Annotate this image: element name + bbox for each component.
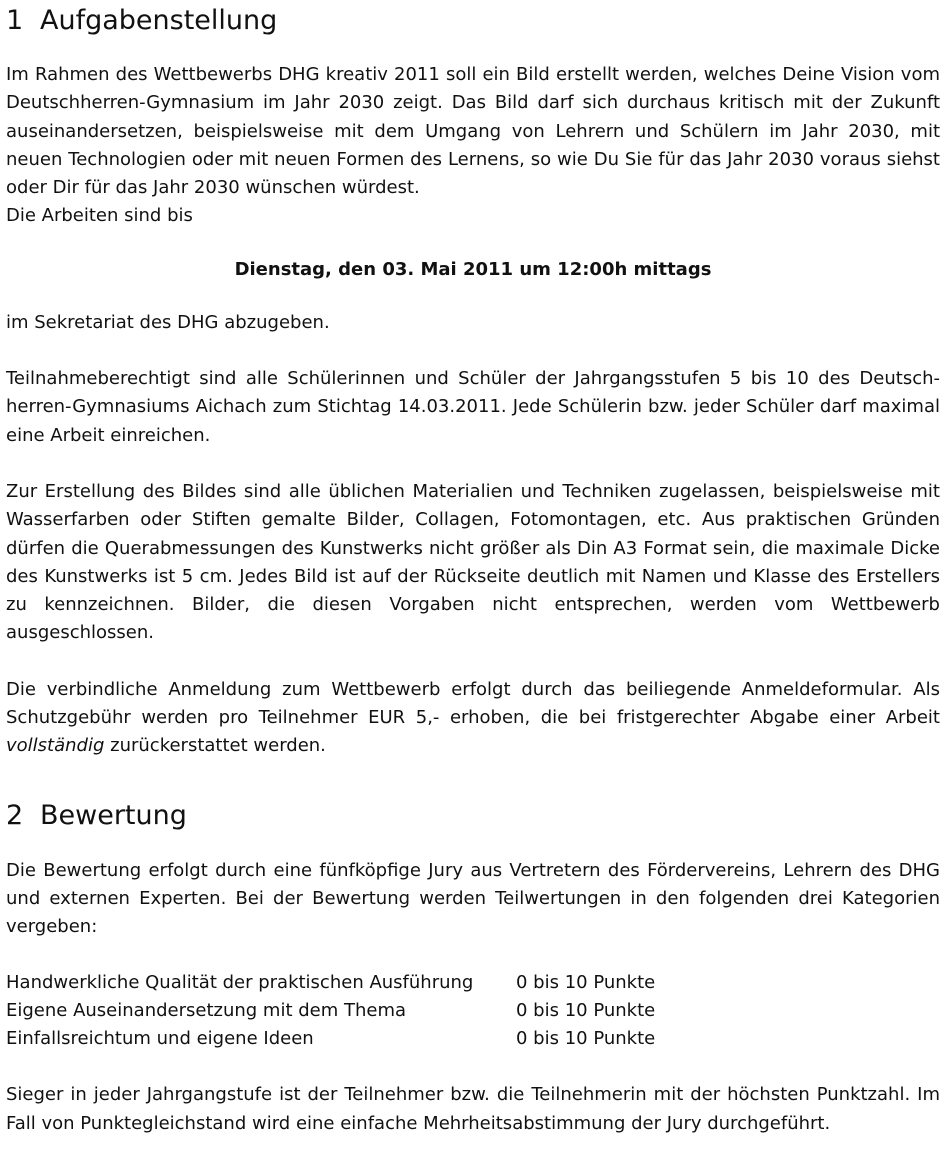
- criteria-row: [6, 969, 655, 997]
- registration-text-end: zurückerstattet werden.: [110, 735, 326, 757]
- registration-emphasis: vollständig: [6, 735, 105, 757]
- section-heading-aufgabenstellung: [6, 4, 940, 38]
- document-page: [6, 0, 940, 1138]
- paragraph-registration: [6, 676, 940, 761]
- criterion-name: Einfallsreichtum und eigene Ideen: [6, 1028, 314, 1050]
- paragraph-submission-place: im Sekretariat des DHG abzugeben.: [6, 311, 330, 333]
- paragraph-deadline-intro: Die Arbeiten sind bis: [6, 205, 193, 227]
- criteria-row: [6, 1025, 655, 1053]
- paragraph-vision-text: Im Rahmen des Wettbewerbs DHG kreativ 2011 soll ein Bild erstellt werden, welches Deine Vision vom Deutschherren-Gymnasium im Jahr 2030 zeigt. Das Bild darf sich durchaus kritisch mit der Zukunft auseinandersetzen, beispielsweise mit dem Umgang von Lehrern und Schülern im Jahr 2030, mit neuen Technologien oder mit neuen Formen des Lernens, so wie Du Sie für das Jahr 2030 voraus siehst oder Dir für das Jahr 2030 wünschen würdest.: [6, 64, 940, 199]
- deadline-date: Dienstag, den 03. Mai 2011 um 12:00h mittags: [234, 258, 712, 280]
- criterion-points: 0 bis 10 Punkte: [516, 971, 656, 993]
- section-heading-bewertung: [6, 799, 940, 833]
- criterion-points: 0 bis 10 Punkte: [516, 999, 656, 1021]
- paragraph-vision: [6, 61, 940, 231]
- paragraph-materials: Zur Erstellung des Bildes sind alle üblichen Materialien und Techniken zugelassen, beispielsweise mit Wasserfarben oder Stiften gemalte Bilder, Collagen, Fotomontagen, etc. Aus praktischen Gründen dürfen die Querabmessungen des Kunstwerks nicht größer als Din A3 Format sein, die maximale Dicke des Kunstwerks ist 5 cm. Jedes Bild ist auf der Rückseite deutlich mit Namen und Klasse des Erstellers zu kennzeichnen. Bilder, die diesen Vorgaben nicht entsprechen, werden vom Wettbewerb ausgeschlossen.: [6, 480, 940, 644]
- registration-text: Die verbindliche Anmeldung zum Wettbewerb erfolgt durch das beiliegende Anmeldeformular. Als Schutzgebühr werden pro Teilnehmer EUR 5,- erhoben, die bei fristgerechter Abgabe einer Arbeit: [6, 678, 940, 729]
- criteria-row: [6, 997, 655, 1025]
- criteria-table: [6, 969, 655, 1054]
- section-number: 1: [6, 5, 24, 36]
- criterion-points: 0 bis 10 Punkte: [516, 1028, 656, 1050]
- section-title: Bewertung: [40, 799, 187, 831]
- criterion-name: Handwerkliche Qualität der praktischen Ausführung: [6, 971, 474, 993]
- paragraph-jury: Die Bewertung erfolgt durch eine fünfköpfige Jury aus Vertretern des Fördervereins, Lehrern des DHG und externen Experten. Bei der Bewertung werden Teilwertungen in den folgenden drei Kategorien vergeben:: [6, 859, 940, 938]
- section-title: Aufgabenstellung: [40, 5, 278, 36]
- paragraph-eligibility: Teilnahmeberechtigt sind alle Schülerinnen und Schüler der Jahrgangsstufen 5 bis 10 des Deutschherren-Gymnasiums Aichach zum Stichtag 14.03.2011. Jede Schülerin bzw. jeder Schüler darf maximal eine Arbeit einreichen.: [6, 368, 940, 446]
- criterion-name: Eigene Auseinandersetzung mit dem Thema: [6, 999, 407, 1021]
- section-number: 2: [6, 799, 24, 831]
- paragraph-winner: Sieger in jeder Jahrgangstufe ist der Teilnehmer bzw. die Teilnehmerin mit der höchsten Punktzahl. Im Fall von Punktegleichstand wird eine einfache Mehrheitsabstimmung der Jury durchgeführt.: [6, 1084, 940, 1134]
